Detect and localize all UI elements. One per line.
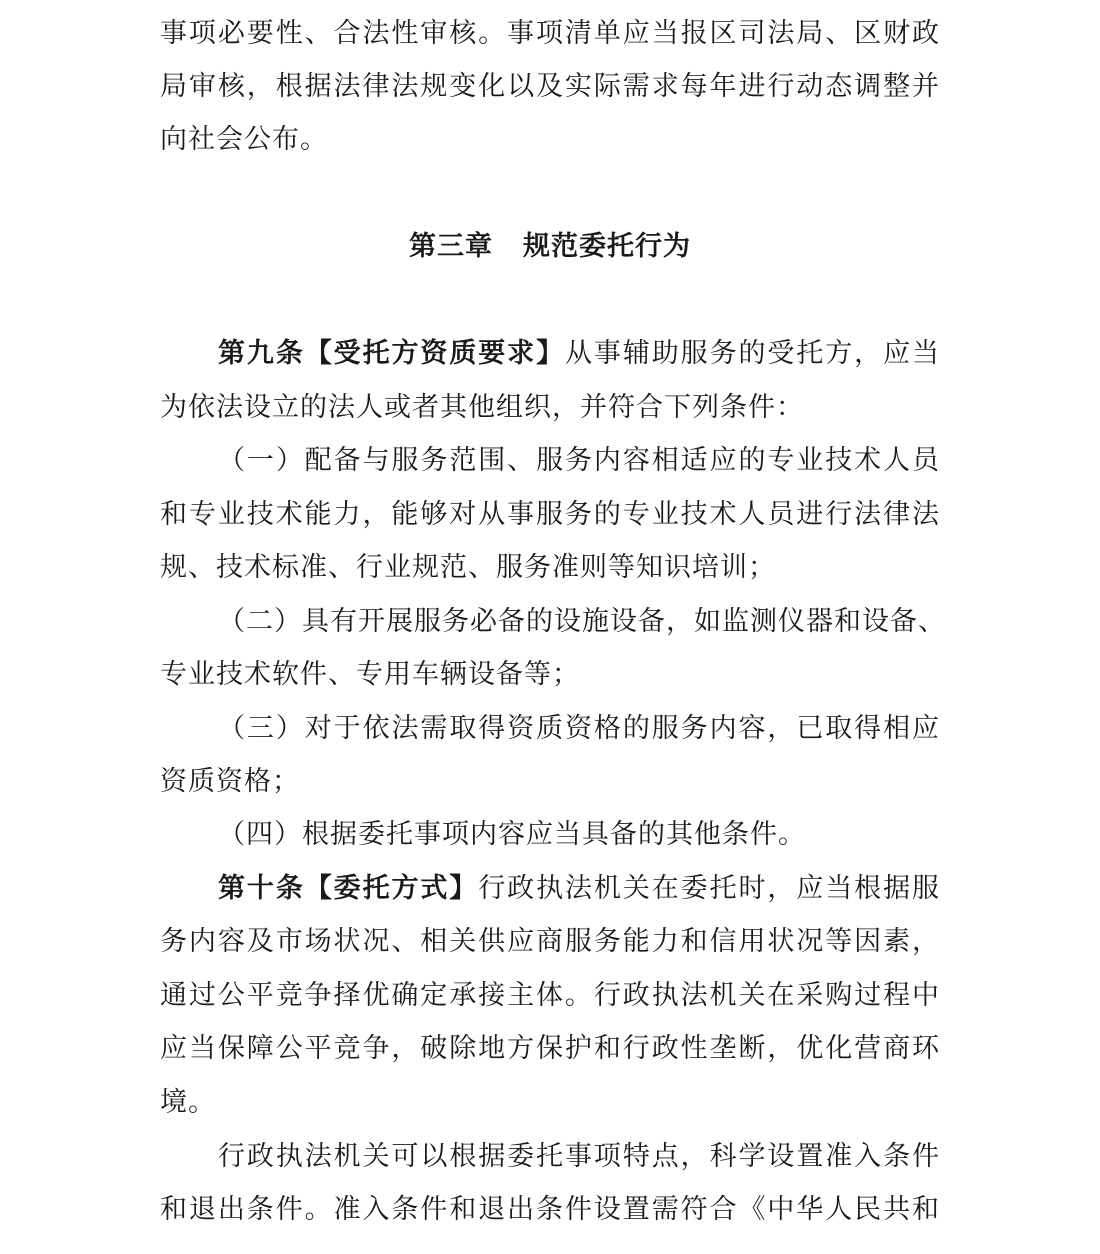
article10-line-2: 务内容及市场状况、相关供应商服务能力和信用状况等因素， — [160, 926, 940, 957]
article10-line-5: 境。 — [160, 1087, 216, 1118]
article9-item1-line-2: 和专业技术能力，能够对从事服务的专业技术人员进行法律法 — [160, 499, 940, 530]
article10-line-1 — [218, 869, 940, 909]
intro-line-1: 事项必要性、合法性审核。事项清单应当报区司法局、区财政 — [160, 18, 940, 49]
chapter-title: 规范委托行为 — [523, 231, 691, 262]
article9-line-1 — [218, 334, 940, 374]
article10-para2-line-2: 和退出条件。准入条件和退出条件设置需符合《中华人民共和 — [160, 1194, 940, 1225]
article9-item3-line-2: 资质资格； — [160, 766, 300, 797]
article10-para2-line-1: 行政执法机关可以根据委托事项特点，科学设置准入条件 — [218, 1141, 940, 1172]
document-page — [160, 0, 946, 1254]
article9-item1-line-3: 规、技术标准、行业规范、服务准则等知识培训； — [160, 552, 776, 583]
article9-label: 第九条【受托方资质要求】 — [218, 338, 565, 369]
article9-item1-line-1: （一）配备与服务范围、服务内容相适应的专业技术人员 — [218, 445, 940, 476]
article9-item4-line-1: （四）根据委托事项内容应当具备的其他条件。 — [218, 819, 806, 850]
intro-line-2: 局审核，根据法律法规变化以及实际需求每年进行动态调整并 — [160, 71, 940, 102]
article10-line1-text: 行政执法机关在委托时，应当根据服 — [478, 873, 940, 904]
chapter-number: 第三章 — [409, 231, 493, 262]
chapter-heading — [160, 227, 940, 267]
article9-item2-line-2: 专业技术软件、专用车辆设备等； — [160, 659, 580, 690]
article9-line1-text: 从事辅助服务的受托方，应当 — [565, 338, 940, 369]
article10-line-4: 应当保障公平竞争，破除地方保护和行政性垄断，优化营商环 — [160, 1033, 940, 1064]
intro-line-3: 向社会公布。 — [160, 124, 328, 155]
article10-label: 第十条【委托方式】 — [218, 873, 479, 904]
article9-item2-line-1: （二）具有开展服务必备的设施设备，如监测仪器和设备、 — [218, 606, 946, 637]
article9-line-2: 为依法设立的法人或者其他组织，并符合下列条件： — [160, 392, 804, 423]
article9-item3-line-1: （三）对于依法需取得资质资格的服务内容，已取得相应 — [218, 713, 940, 744]
article10-line-3: 通过公平竞争择优确定承接主体。行政执法机关在采购过程中 — [160, 980, 940, 1011]
